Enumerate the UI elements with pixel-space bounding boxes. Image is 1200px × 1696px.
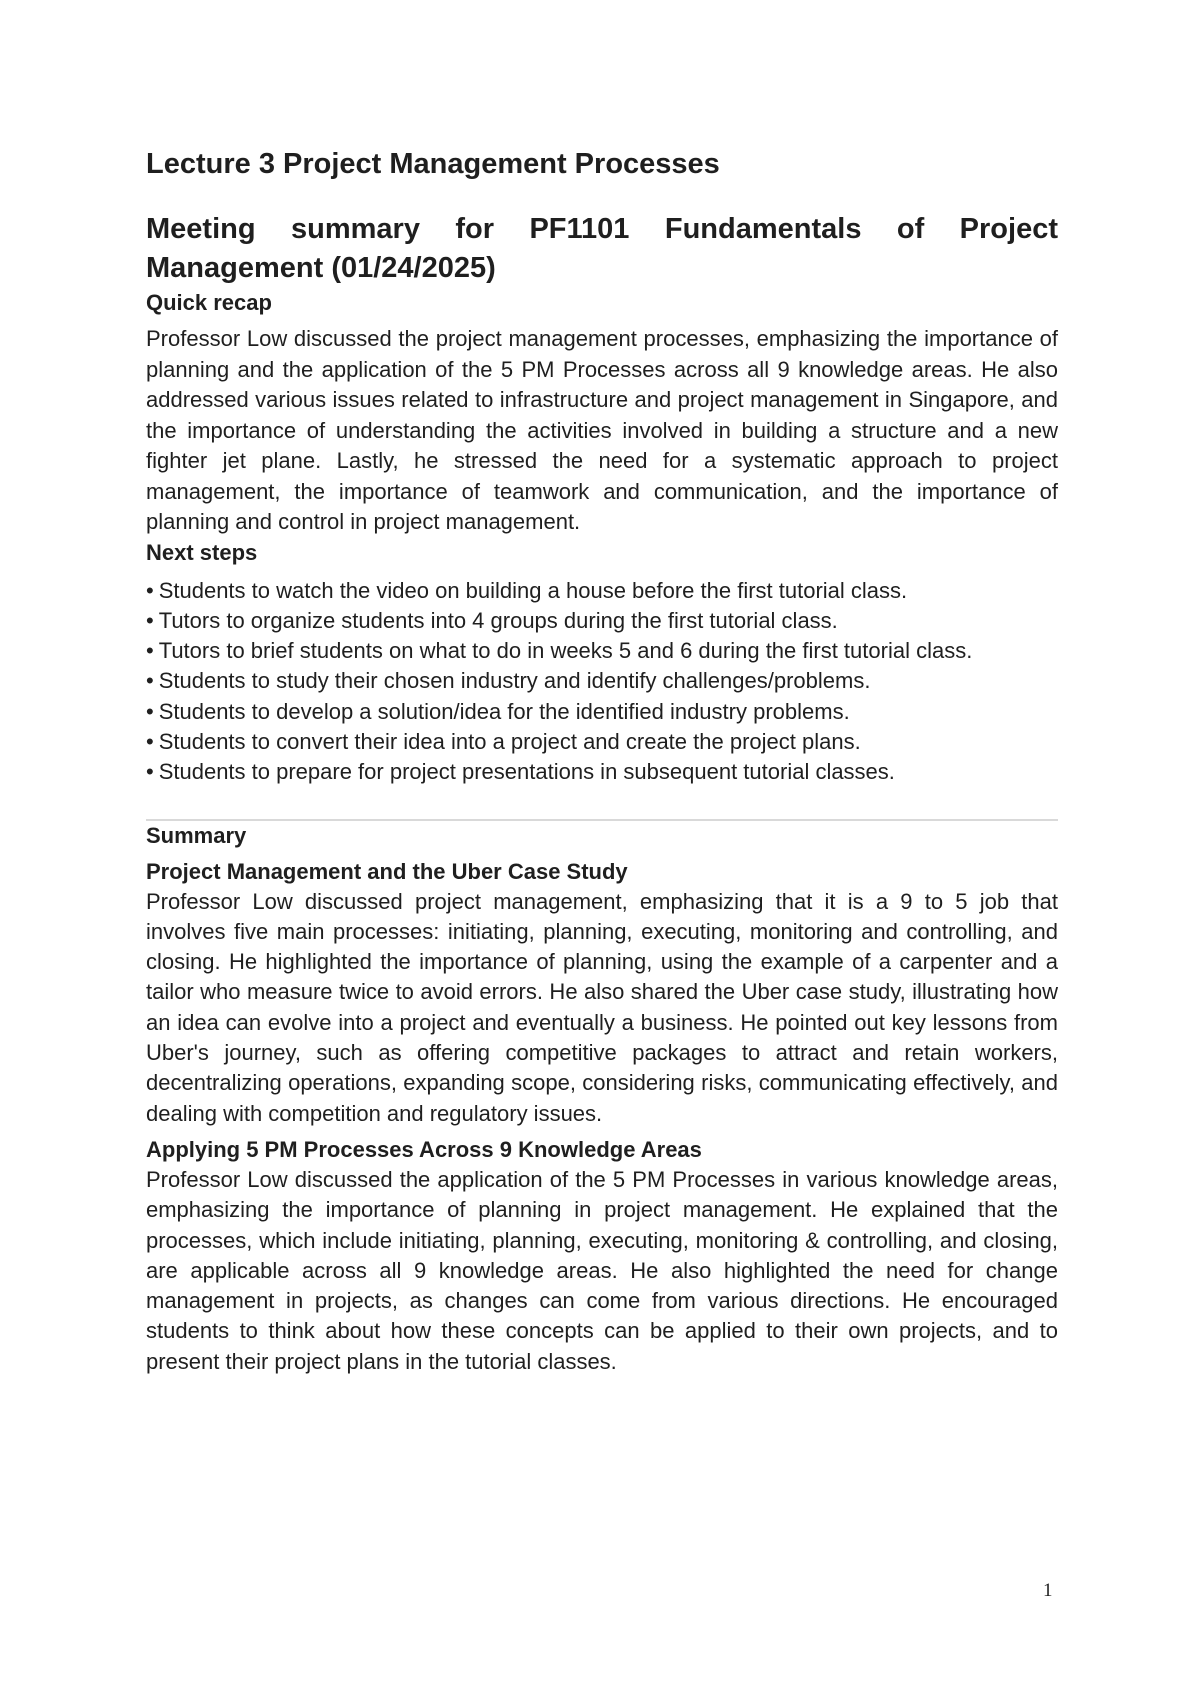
page-number: 1 xyxy=(1043,1580,1053,1601)
next-step-item xyxy=(146,697,1058,727)
next-step-text: Students to develop a solution/idea for the identified industry problems. xyxy=(158,698,850,724)
next-step-item xyxy=(146,666,1058,696)
next-step-item xyxy=(146,636,1058,666)
next-step-text: Tutors to brief students on what to do in weeks 5 and 6 during the first tutorial class. xyxy=(158,638,973,664)
bullet-icon: • xyxy=(146,607,154,633)
bullet-icon: • xyxy=(146,698,154,724)
quick-recap-text: Professor Low discussed the project management processes, emphasizing the importance of planning and the application of the 5 PM Processes across all 9 knowledge areas. He also addressed various issues related to infrastructure and project management in Singapore, and the importance of understanding the activities involved in building a structure and a new fighter jet plane. Lastly, he stressed the need for a systematic approach to project management, the importance of teamwork and communication, and the importance of planning and control in project management. xyxy=(146,326,1058,534)
next-steps-list xyxy=(146,576,1058,788)
summary-heading: Summary xyxy=(146,822,247,848)
quick-recap-heading: Quick recap xyxy=(146,290,272,315)
summary-topic-title: Project Management and the Uber Case Study xyxy=(146,858,628,884)
next-step-text: Students to convert their idea into a project and create the project plans. xyxy=(158,728,861,754)
next-step-text: Students to prepare for project presentations in subsequent tutorial classes. xyxy=(158,759,895,785)
next-steps-heading: Next steps xyxy=(146,539,258,565)
bullet-icon: • xyxy=(146,668,154,694)
next-step-text: Students to watch the video on building a house before the first tutorial class. xyxy=(158,577,908,603)
next-step-item xyxy=(146,727,1058,757)
document-content xyxy=(146,144,1058,1377)
next-step-text: Tutors to organize students into 4 groups during the first tutorial class. xyxy=(158,607,838,633)
summary-topic-title: Applying 5 PM Processes Across 9 Knowledge Areas xyxy=(146,1136,702,1162)
next-step-item xyxy=(146,757,1058,787)
bullet-icon: • xyxy=(146,759,154,785)
document-title: Lecture 3 Project Management Processes xyxy=(146,148,720,180)
summary-topic-text: Professor Low discussed the application of the 5 PM Processes in various knowledge areas, emphasizing the importance of planning in project management. He explained that the processes, which include initiating, planning, executing, monitoring & controlling, and closing, are applicable across all 9 knowledge areas. He also highlighted the need for change management in projects, as changes can come from various directions. He encouraged students to think about how these concepts can be applied to their own projects, and to present their project plans in the tutorial classes. xyxy=(146,1166,1058,1374)
next-step-item xyxy=(146,576,1058,606)
bullet-icon: • xyxy=(146,638,154,664)
bullet-icon: • xyxy=(146,728,154,754)
meeting-title: Meeting summary for PF1101 Fundamentals of Project Management (01/24/2025) xyxy=(146,213,1058,284)
summary-topic-text: Professor Low discussed project management, emphasizing that it is a 9 to 5 job that involves five main processes: initiating, planning, executing, monitoring and controlling, and closing. He highlighted the importance of planning, using the example of a carpenter and a tailor who measure twice to avoid errors. He also shared the Uber case study, illustrating how an idea can evolve into a project and eventually a business. He pointed out key lessons from Uber's journey, such as offering competitive packages to attract and retain workers, decentralizing operations, expanding scope, considering risks, communicating effectively, and dealing with competition and regulatory issues. xyxy=(146,888,1058,1126)
next-step-text: Students to study their chosen industry and identify challenges/problems. xyxy=(158,668,871,694)
next-step-item xyxy=(146,606,1058,636)
bullet-icon: • xyxy=(146,577,154,603)
